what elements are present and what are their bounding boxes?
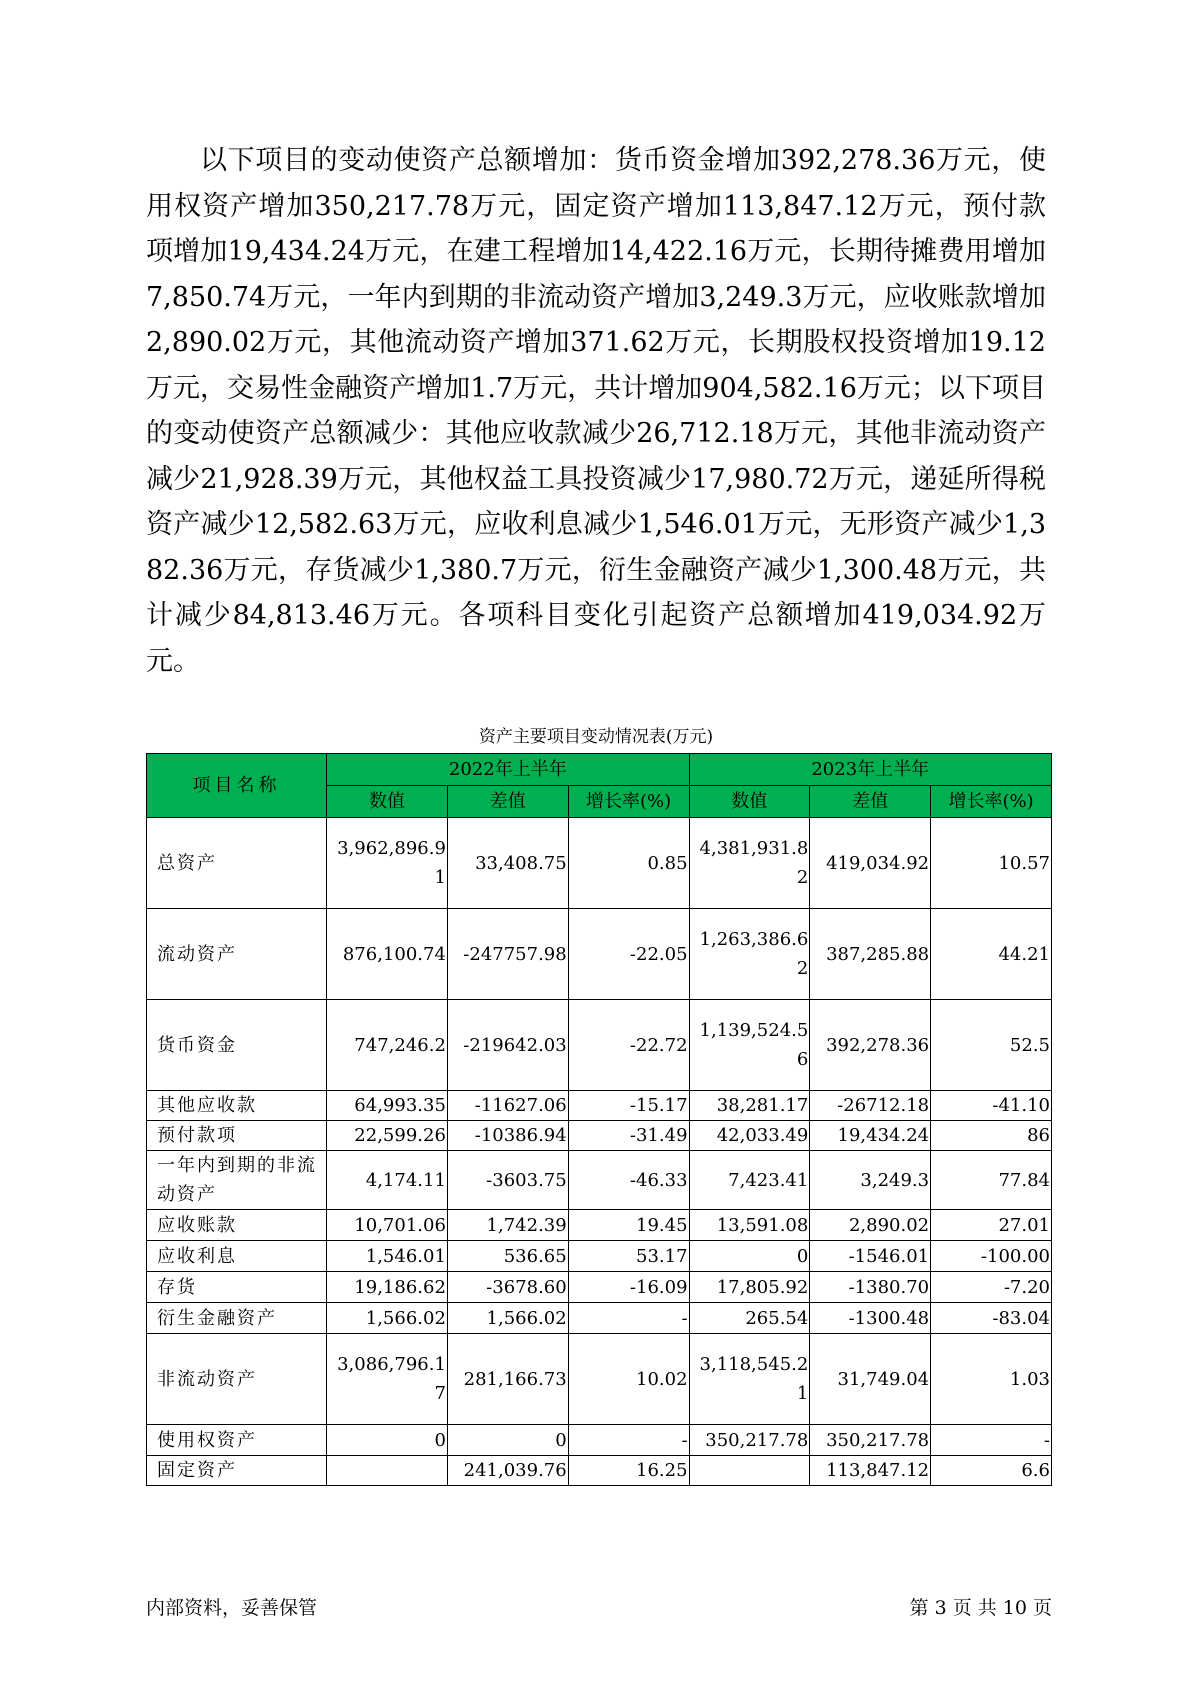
- header-rate-2022: 增长率(%): [568, 786, 689, 818]
- cell-diff-2022: -247757.98: [447, 909, 568, 1000]
- cell-diff-2023: 392,278.36: [810, 1000, 931, 1091]
- cell-value-2022: 4,174.11: [327, 1151, 448, 1210]
- cell-diff-2023: 2,890.02: [810, 1210, 931, 1241]
- cell-value-2023: 1,263,386.62: [689, 909, 810, 1000]
- cell-value-2023: 38,281.17: [689, 1091, 810, 1121]
- row-item-name: 应收利息: [147, 1241, 327, 1272]
- cell-diff-2022: 241,039.76: [447, 1456, 568, 1486]
- row-item-name: 总资产: [147, 818, 327, 909]
- cell-diff-2023: -1380.70: [810, 1272, 931, 1303]
- cell-diff-2022: -3603.75: [447, 1151, 568, 1210]
- cell-rate-2023: 10.57: [931, 818, 1052, 909]
- cell-value-2023: 1,139,524.56: [689, 1000, 810, 1091]
- cell-diff-2022: 1,566.02: [447, 1303, 568, 1334]
- cell-value-2023: 0: [689, 1241, 810, 1272]
- cell-rate-2023: -7.20: [931, 1272, 1052, 1303]
- cell-rate-2023: 44.21: [931, 909, 1052, 1000]
- table-caption: 资产主要项目变动情况表(万元): [478, 727, 714, 747]
- cell-rate-2022: -31.49: [568, 1121, 689, 1151]
- cell-value-2022: [327, 1456, 448, 1486]
- cell-rate-2022: -16.09: [568, 1272, 689, 1303]
- header-diff-2023: 差值: [810, 786, 931, 818]
- cell-rate-2022: 10.02: [568, 1334, 689, 1425]
- footer-confidential-note: 内部资料，妥善保管: [146, 1597, 318, 1619]
- cell-value-2022: 1,546.01: [327, 1241, 448, 1272]
- cell-diff-2023: 350,217.78: [810, 1425, 931, 1456]
- cell-diff-2022: -3678.60: [447, 1272, 568, 1303]
- header-diff-2022: 差值: [447, 786, 568, 818]
- row-item-name: 固定资产: [147, 1456, 327, 1486]
- asset-change-table: [146, 753, 1052, 1486]
- cell-diff-2023: 31,749.04: [810, 1334, 931, 1425]
- cell-rate-2022: -46.33: [568, 1151, 689, 1210]
- cell-diff-2023: -1300.48: [810, 1303, 931, 1334]
- table-header: [147, 754, 1052, 818]
- cell-diff-2023: 387,285.88: [810, 909, 931, 1000]
- table-row: [147, 1456, 1052, 1486]
- cell-diff-2022: -11627.06: [447, 1091, 568, 1121]
- table-row: [147, 1121, 1052, 1151]
- cell-diff-2023: 113,847.12: [810, 1456, 931, 1486]
- table-row: [147, 1425, 1052, 1456]
- body-paragraph: 以下项目的变动使资产总额增加：货币资金增加392,278.36万元，使用权资产增加350,217.78万元，固定资产增加113,847.12万元，预付款项增加19,434.24万元，在建工程增加14,422.16万元，长期待摊费用增加7,850.74万元，一年内到期的非流动资产增加3,249.3万元，应收账款增加2,890.02万元，其他流动资产增加371.62万元，长期股权投资增加19.12万元，交易性金融资产增加1.7万元，共计增加904,582.16万元；以下项目的变动使资产总额减少：其他应收款减少26,712.18万元，其他非流动资产减少21,928.39万元，其他权益工具投资减少17,980.72万元，递延所得税资产减少12,582.63万元，应收利息减少1,546.01万元，无形资产减少1,382.36万元，存货减少1,380.7万元，衍生金融资产减少1,300.48万元，共计减少84,813.46万元。各项科目变化引起资产总额增加419,034.92万元。: [146, 145, 1046, 677]
- cell-value-2022: 747,246.2: [327, 1000, 448, 1091]
- cell-value-2023: 17,805.92: [689, 1272, 810, 1303]
- header-period-2022: 2022年上半年: [327, 754, 689, 786]
- cell-rate-2022: -: [568, 1425, 689, 1456]
- row-item-name: 其他应收款: [147, 1091, 327, 1121]
- row-item-name: 存货: [147, 1272, 327, 1303]
- table-body: [147, 818, 1052, 1486]
- cell-rate-2023: -: [931, 1425, 1052, 1456]
- row-item-name: 货币资金: [147, 1000, 327, 1091]
- cell-rate-2023: 27.01: [931, 1210, 1052, 1241]
- row-item-name: 流动资产: [147, 909, 327, 1000]
- cell-diff-2022: 536.65: [447, 1241, 568, 1272]
- cell-diff-2022: -10386.94: [447, 1121, 568, 1151]
- cell-value-2023: 4,381,931.82: [689, 818, 810, 909]
- cell-rate-2023: -41.10: [931, 1091, 1052, 1121]
- cell-rate-2022: 16.25: [568, 1456, 689, 1486]
- cell-value-2023: 13,591.08: [689, 1210, 810, 1241]
- cell-rate-2022: 0.85: [568, 818, 689, 909]
- cell-value-2022: 3,962,896.91: [327, 818, 448, 909]
- cell-diff-2023: -26712.18: [810, 1091, 931, 1121]
- cell-value-2023: 3,118,545.21: [689, 1334, 810, 1425]
- cell-value-2023: [689, 1456, 810, 1486]
- row-item-name: 一年内到期的非流动资产: [147, 1151, 327, 1210]
- header-item-name: 项目名称: [147, 754, 327, 818]
- cell-diff-2022: 281,166.73: [447, 1334, 568, 1425]
- row-item-name: 非流动资产: [147, 1334, 327, 1425]
- cell-diff-2022: 33,408.75: [447, 818, 568, 909]
- table-row: [147, 909, 1052, 1000]
- cell-value-2022: 876,100.74: [327, 909, 448, 1000]
- table-row: [147, 1151, 1052, 1210]
- table-row: [147, 1334, 1052, 1425]
- row-item-name: 使用权资产: [147, 1425, 327, 1456]
- cell-value-2022: 19,186.62: [327, 1272, 448, 1303]
- cell-rate-2022: -: [568, 1303, 689, 1334]
- table-row: [147, 818, 1052, 909]
- cell-diff-2022: 1,742.39: [447, 1210, 568, 1241]
- cell-rate-2022: -15.17: [568, 1091, 689, 1121]
- cell-value-2022: 10,701.06: [327, 1210, 448, 1241]
- cell-diff-2022: -219642.03: [447, 1000, 568, 1091]
- cell-rate-2022: -22.05: [568, 909, 689, 1000]
- table-row: [147, 1091, 1052, 1121]
- header-period-2023: 2023年上半年: [689, 754, 1051, 786]
- row-item-name: 预付款项: [147, 1121, 327, 1151]
- cell-rate-2023: -100.00: [931, 1241, 1052, 1272]
- cell-rate-2023: -83.04: [931, 1303, 1052, 1334]
- cell-rate-2022: -22.72: [568, 1000, 689, 1091]
- header-value-2023: 数值: [689, 786, 810, 818]
- header-value-2022: 数值: [327, 786, 448, 818]
- cell-value-2022: 1,566.02: [327, 1303, 448, 1334]
- cell-value-2022: 3,086,796.17: [327, 1334, 448, 1425]
- cell-rate-2022: 19.45: [568, 1210, 689, 1241]
- cell-rate-2023: 86: [931, 1121, 1052, 1151]
- row-item-name: 衍生金融资产: [147, 1303, 327, 1334]
- cell-rate-2023: 77.84: [931, 1151, 1052, 1210]
- table-row: [147, 1303, 1052, 1334]
- table-row: [147, 1272, 1052, 1303]
- cell-rate-2022: 53.17: [568, 1241, 689, 1272]
- cell-value-2022: 64,993.35: [327, 1091, 448, 1121]
- cell-rate-2023: 6.6: [931, 1456, 1052, 1486]
- footer-page-number: 第 3 页 共 10 页: [909, 1597, 1052, 1619]
- cell-rate-2023: 1.03: [931, 1334, 1052, 1425]
- row-item-name: 应收账款: [147, 1210, 327, 1241]
- cell-diff-2023: 19,434.24: [810, 1121, 931, 1151]
- cell-diff-2023: 419,034.92: [810, 818, 931, 909]
- cell-value-2023: 42,033.49: [689, 1121, 810, 1151]
- cell-diff-2022: 0: [447, 1425, 568, 1456]
- cell-value-2023: 7,423.41: [689, 1151, 810, 1210]
- cell-diff-2023: -1546.01: [810, 1241, 931, 1272]
- cell-value-2022: 22,599.26: [327, 1121, 448, 1151]
- cell-value-2023: 350,217.78: [689, 1425, 810, 1456]
- header-rate-2023: 增长率(%): [931, 786, 1052, 818]
- cell-diff-2023: 3,249.3: [810, 1151, 931, 1210]
- cell-rate-2023: 52.5: [931, 1000, 1052, 1091]
- cell-value-2023: 265.54: [689, 1303, 810, 1334]
- table-row: [147, 1241, 1052, 1272]
- table-row: [147, 1000, 1052, 1091]
- cell-value-2022: 0: [327, 1425, 448, 1456]
- table-row: [147, 1210, 1052, 1241]
